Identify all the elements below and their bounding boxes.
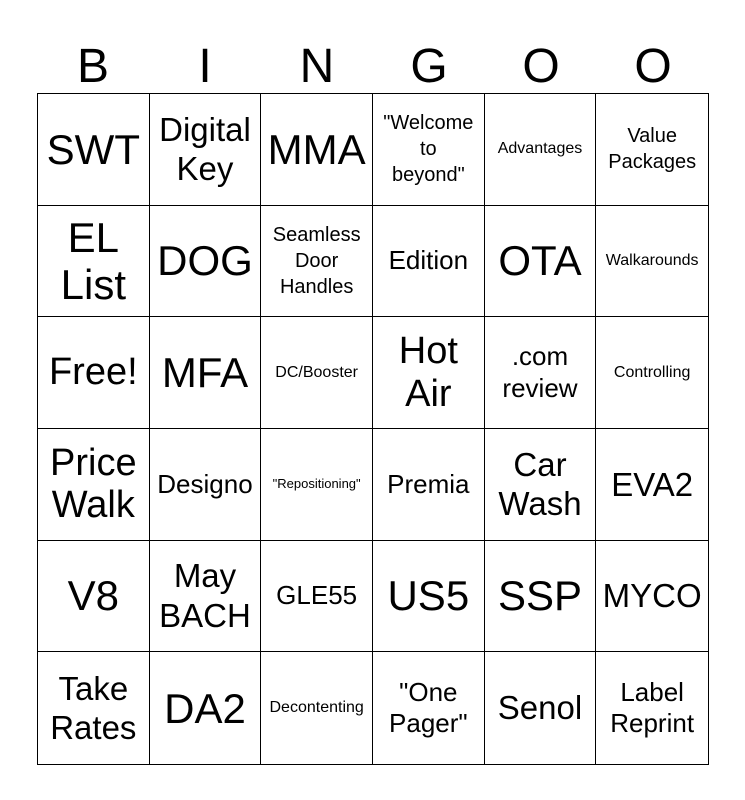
cell-label: Advantages [497, 140, 583, 158]
bingo-cell-r3-c1[interactable] [150, 429, 262, 541]
cell-label: May BACH [159, 557, 251, 634]
bingo-cell-r3-c2[interactable] [261, 429, 373, 541]
header-letter-g: G [410, 40, 448, 93]
header-letter-n: N [299, 40, 335, 93]
bingo-cell-r3-c0[interactable] [38, 429, 150, 541]
bingo-cell-r2-c5[interactable] [596, 317, 708, 429]
bingo-cell-r0-c4[interactable] [485, 94, 597, 206]
cell-label: SWT [46, 125, 140, 173]
bingo-cell-r1-c4[interactable] [485, 206, 597, 318]
header-letter-b: B [76, 40, 109, 93]
cell-label: US5 [387, 572, 470, 620]
bingo-cell-r5-c4[interactable] [485, 652, 597, 764]
cell-label: Digital Key [159, 110, 251, 188]
cell-label: MYCO [602, 577, 702, 615]
cell-label: Car Wash [498, 445, 582, 523]
cell-label: Take Rates [50, 669, 137, 747]
bingo-cell-r0-c0[interactable] [38, 94, 150, 206]
cell-label: MFA [161, 349, 249, 397]
cell-label: Decontenting [269, 699, 364, 717]
bingo-board [37, 93, 709, 765]
cell-label: Designo [157, 468, 253, 499]
cell-label: Senol [497, 689, 583, 727]
cell-label: Hot Air [398, 330, 458, 415]
cell-label: MMA [267, 125, 366, 173]
header-letter-i: I [198, 40, 212, 93]
cell-label: .com review [502, 341, 578, 403]
bingo-header [37, 38, 709, 94]
bingo-cell-r1-c3[interactable] [373, 206, 485, 318]
cell-label: Walkarounds [605, 251, 699, 269]
cell-label: DC/Booster [275, 363, 358, 381]
bingo-cell-r3-c4[interactable] [485, 429, 597, 541]
cell-label: EVA2 [611, 465, 694, 503]
bingo-cell-r4-c1[interactable] [150, 541, 262, 653]
bingo-cell-r4-c3[interactable] [373, 541, 485, 653]
bingo-cell-r1-c5[interactable] [596, 206, 708, 318]
bingo-cell-r5-c3[interactable] [373, 652, 485, 764]
bingo-cell-r0-c2[interactable] [261, 94, 373, 206]
cell-label: DA2 [164, 684, 246, 732]
cell-label: EL List [60, 213, 126, 308]
cell-label: DOG [157, 237, 253, 285]
bingo-cell-r2-c4[interactable] [485, 317, 597, 429]
bingo-cell-r1-c1[interactable] [150, 206, 262, 318]
bingo-cell-r5-c2[interactable] [261, 652, 373, 764]
cell-label: "Welcome to beyond" [383, 112, 474, 187]
cell-label: Price Walk [50, 441, 137, 527]
cell-label: Value Packages [608, 125, 697, 174]
cell-label: Free! [48, 351, 138, 394]
cell-label: Edition [388, 245, 469, 276]
cell-label: "Repositioning" [272, 476, 361, 492]
bingo-cell-r5-c1[interactable] [150, 652, 262, 764]
cell-label: "One Pager" [389, 676, 468, 739]
bingo-cell-r2-c3[interactable] [373, 317, 485, 429]
cell-label: GLE55 [276, 580, 358, 611]
bingo-cell-r4-c0[interactable] [38, 541, 150, 653]
bingo-cell-r2-c2[interactable] [261, 317, 373, 429]
bingo-cell-r4-c5[interactable] [596, 541, 708, 653]
bingo-cell-r5-c5[interactable] [596, 652, 708, 764]
bingo-cell-r3-c3[interactable] [373, 429, 485, 541]
bingo-cell-r2-c1[interactable] [150, 317, 262, 429]
header-letter-o-2: O [634, 40, 672, 93]
bingo-cell-r1-c0[interactable] [38, 206, 150, 318]
bingo-cell-r2-c0[interactable] [38, 317, 150, 429]
cell-label: Label Reprint [610, 676, 695, 739]
cell-label: OTA [498, 237, 582, 285]
cell-label: Controlling [613, 363, 691, 381]
bingo-cell-r4-c2[interactable] [261, 541, 373, 653]
bingo-cell-r1-c2[interactable] [261, 206, 373, 318]
cell-label: V8 [67, 572, 120, 620]
cell-label: SSP [497, 572, 583, 620]
bingo-cell-r4-c4[interactable] [485, 541, 597, 653]
cell-label: Premia [387, 468, 470, 499]
bingo-cell-r5-c0[interactable] [38, 652, 150, 764]
header-letter-o: O [522, 40, 560, 93]
bingo-cell-r0-c3[interactable] [373, 94, 485, 206]
bingo-cell-r0-c1[interactable] [150, 94, 262, 206]
bingo-cell-r0-c5[interactable] [596, 94, 708, 206]
cell-label: Seamless Door Handles [272, 223, 361, 298]
bingo-cell-r3-c5[interactable] [596, 429, 708, 541]
